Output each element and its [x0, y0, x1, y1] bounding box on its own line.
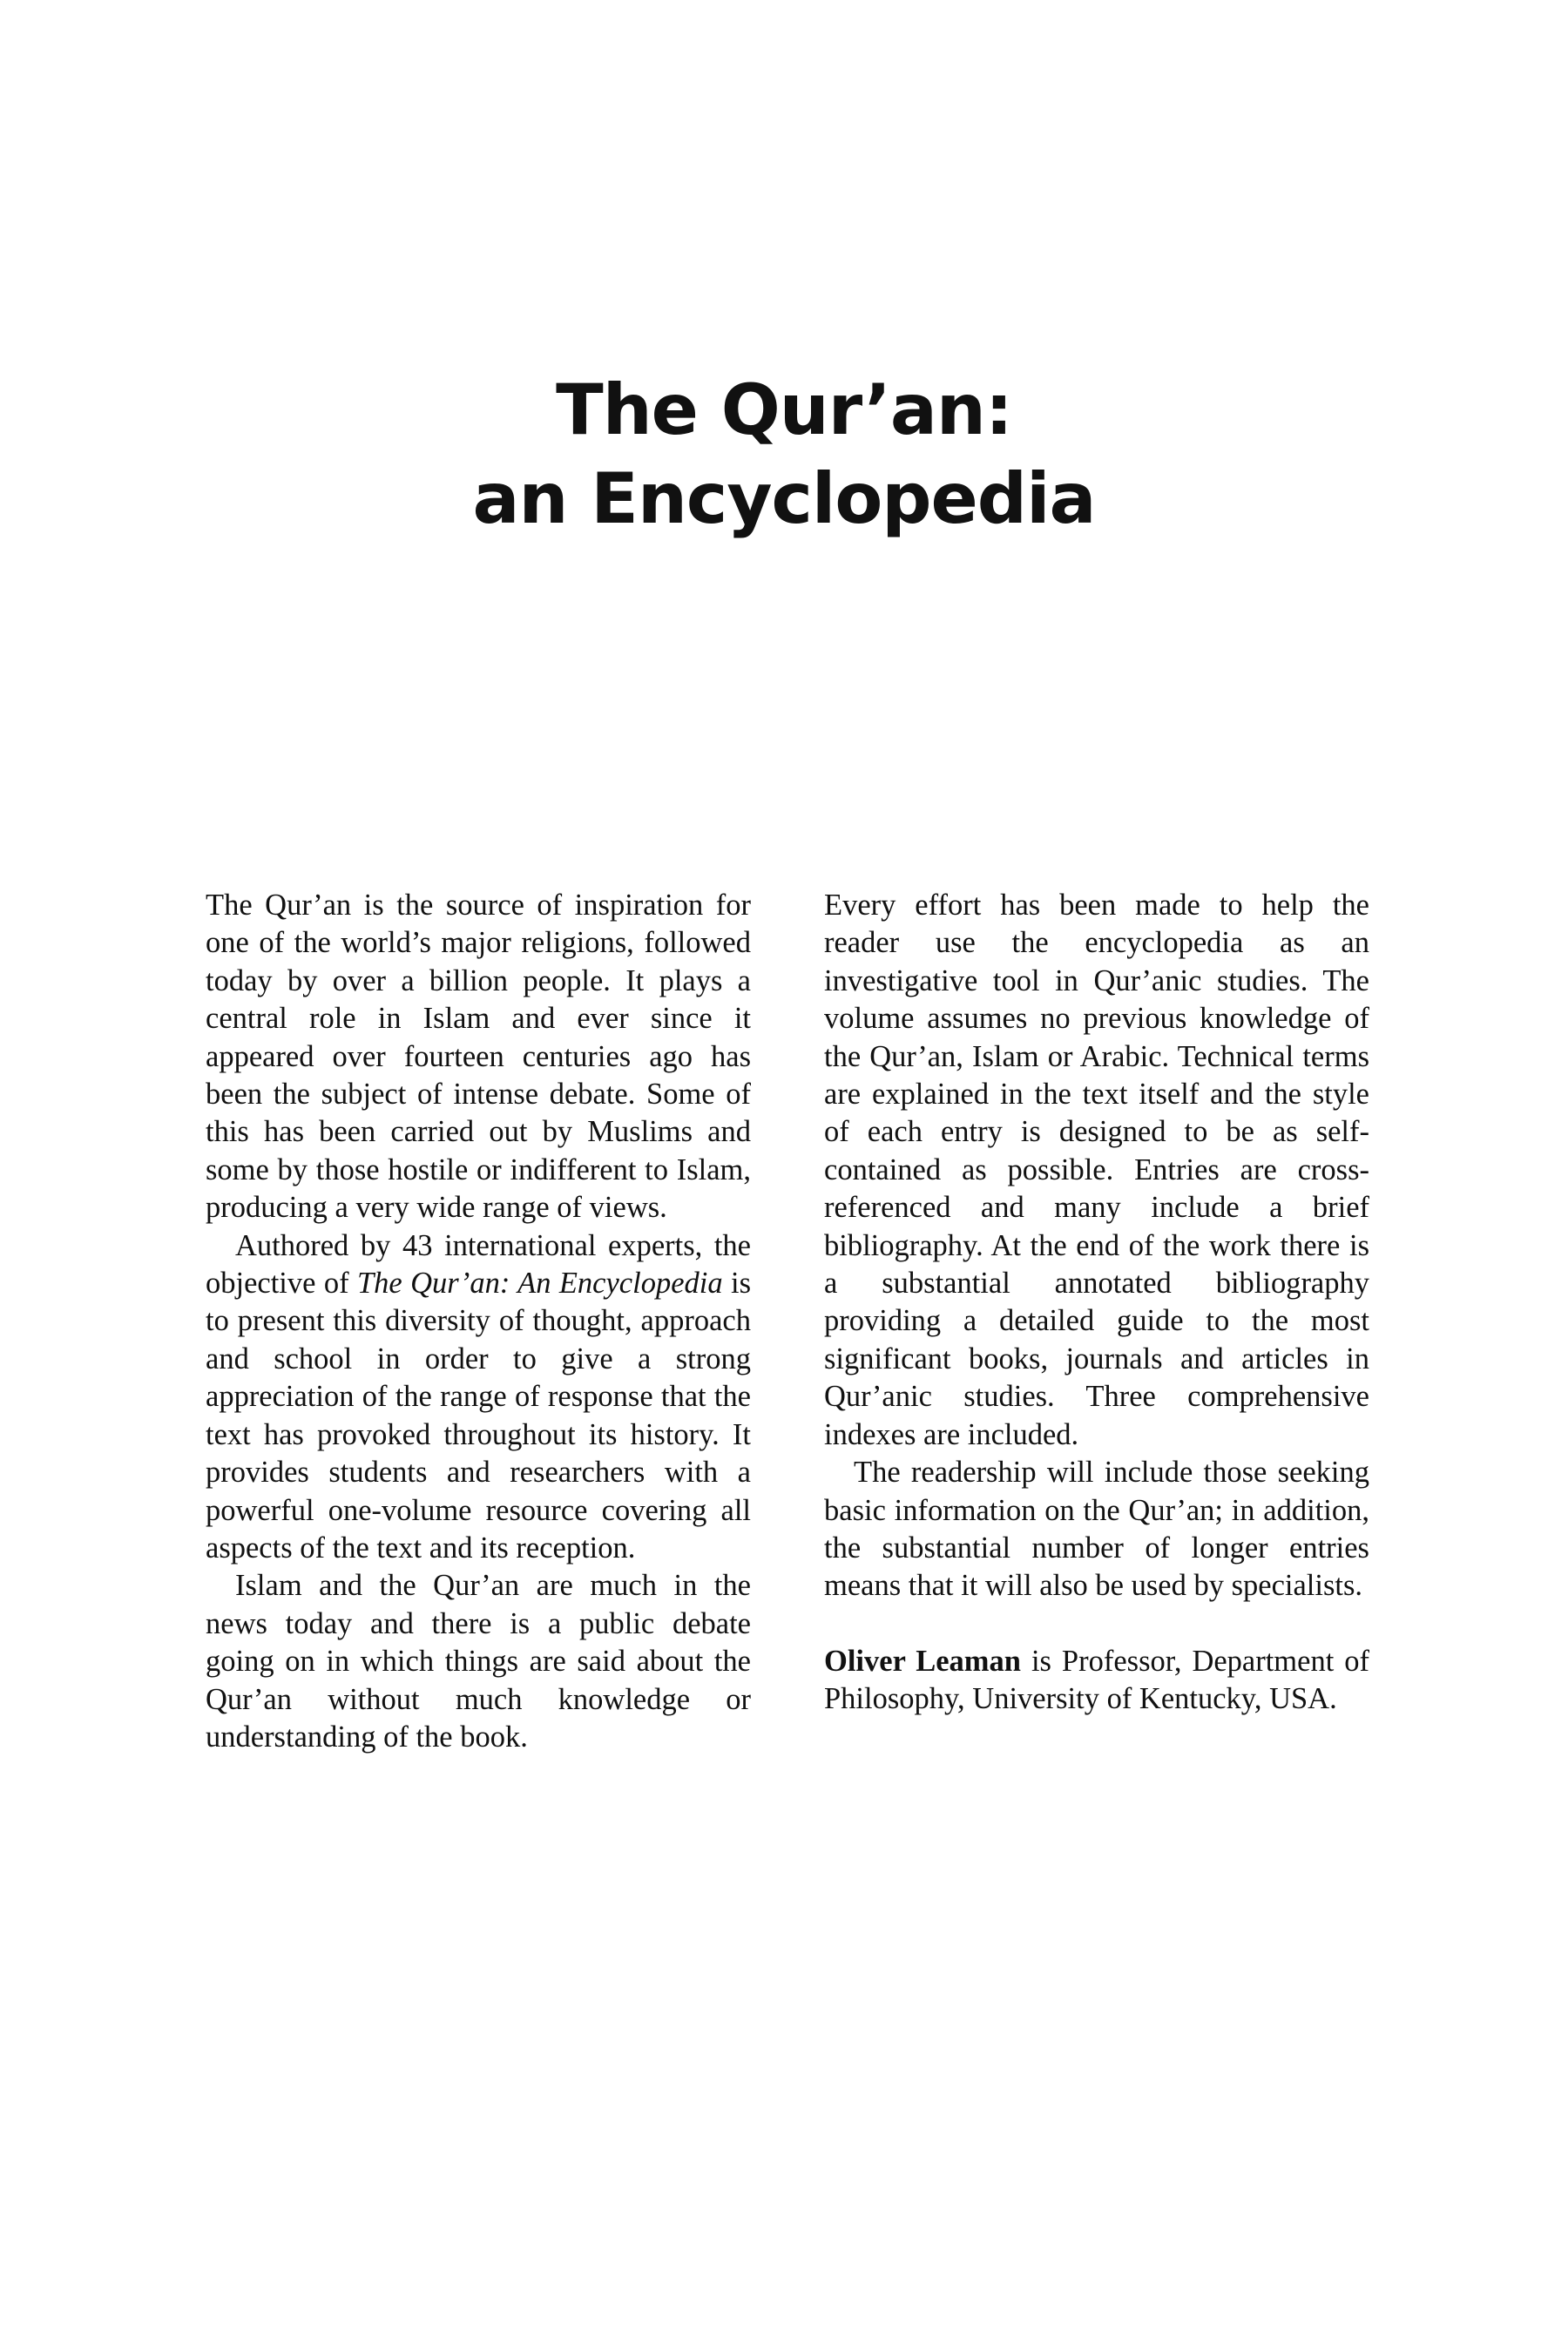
left-paragraph-2-end: is to present this diversity of thought, approach and school in order to give a strong appreciation of the range of response that the text has provoked throughout its history. It provides students and researchers with a powerful one-volume resource covering all aspects of the text and its reception.	[206, 1267, 751, 1565]
title-line-2: an Encyclopedia	[472, 458, 1096, 539]
left-paragraph-3: Islam and the Qur’an are much in the news today and there is a public debate going on in which things are said about the Qur’an without much knowledge or understanding of the book.	[206, 1569, 751, 1754]
right-column	[824, 887, 1369, 1719]
title-line-1: The Qur’an:	[556, 369, 1012, 450]
author-name: Oliver Leaman	[824, 1644, 1021, 1678]
left-paragraph-2-start: Authored by 43 international experts, the objective of	[206, 1228, 751, 1301]
author-bio	[824, 1643, 1369, 1719]
left-column	[206, 887, 751, 1756]
left-paragraph-1: The Qur’an is the source of inspiration for one of the world’s major religions, followed today by over a billion people. It plays a central role in Islam and ever since it appeared over fourteen centuries ago has been the subject of intense debate. Some of this has been carried out by Muslims and some by those hostile or indifferent to Islam, producing a very wide range of views.	[206, 889, 751, 1225]
page-title	[0, 366, 1568, 544]
author-bio-text: is Professor, Department of Philosophy, University of Kentucky, USA.	[824, 1644, 1369, 1716]
left-paragraph-2	[206, 1227, 751, 1568]
book-title-italic: The Qur’an: An Encyclopedia	[356, 1267, 723, 1301]
right-paragraph-1: Every effort has been made to help the reader use the encyclopedia as an investigative tool in Qur’anic studies. The volume assumes no previous knowledge of the Qur’an, Islam or Arabic. Technical terms are explained in the text itself and the style of each entry is designed to be as self-contained as possible. Entries are cross-referenced and many include a brief bibliography. At the end of the work there is a substantial annotated bibliography providing a detailed guide to the most significant books, journals and articles in Qur’anic studies. Three comprehensive indexes are included.	[824, 889, 1369, 1451]
right-paragraph-2: The readership will include those seeking basic information on the Qur’an; in addition, the substantial number of longer entries means that it will also be used by specialists.	[824, 1456, 1369, 1603]
